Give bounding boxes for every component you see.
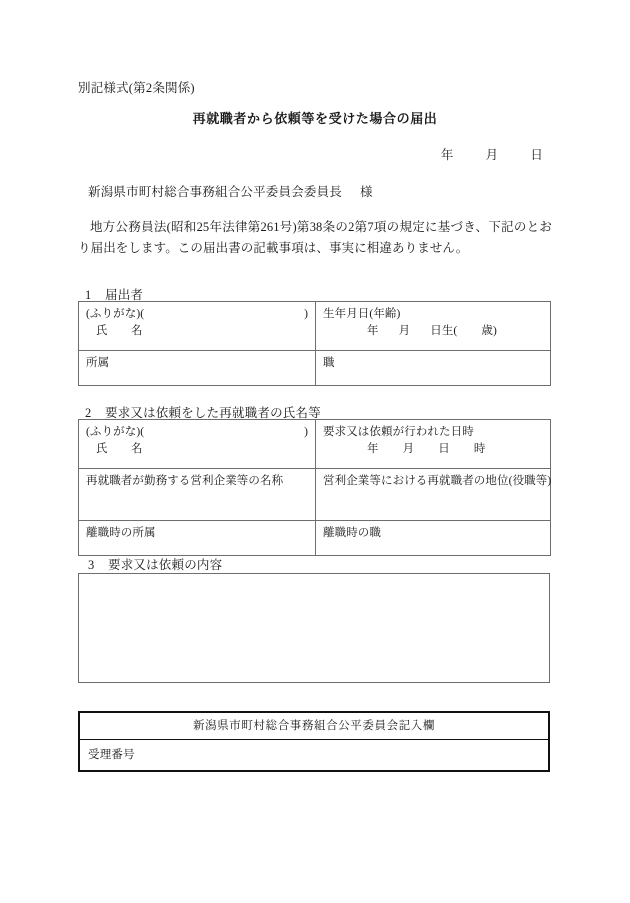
reporter-name-label: 氏 名: [96, 325, 149, 337]
table-row: [79, 712, 549, 740]
prev-post-label: 離職時の職: [323, 527, 381, 539]
official-use-table: [78, 711, 550, 772]
date-year-label: 年: [440, 148, 454, 162]
prev-post-cell[interactable]: [316, 521, 551, 556]
table-row: [79, 420, 551, 469]
request-datetime-label: 要求又は依頼が行われた日時: [323, 426, 474, 438]
request-hour-label: 時: [473, 443, 486, 455]
declaration-paragraph: 地方公務員法(昭和25年法律第261号)第38条の2第7項の規定に基づき、下記のとおり届出をします。この届出書の記載事項は、事実に相違ありません。: [78, 220, 552, 255]
reemployed-furigana-line: [86, 424, 308, 441]
section-3-label: 要求又は依頼の内容: [108, 558, 223, 572]
request-datetime-cell[interactable]: [316, 420, 551, 469]
reporter-post-label: 職: [323, 357, 335, 369]
official-use-header: 新潟県市町村総合事務組合公平委員会記入欄: [79, 712, 549, 740]
reporter-name-cell[interactable]: [79, 302, 316, 351]
reporter-birth-cell[interactable]: [316, 302, 551, 351]
reemployed-furigana-close: ): [304, 426, 308, 438]
section-2-label: 要求又は依頼をした再就職者の氏名等: [105, 406, 321, 420]
reporter-furigana-close: ): [304, 308, 308, 320]
table-row: [79, 521, 551, 556]
reporter-furigana-label: (ふりがな)(: [86, 308, 145, 320]
company-position-label: 営利企業等における再就職者の地位(役職等): [323, 475, 552, 487]
request-year-label: 年: [367, 443, 379, 455]
addressee-name: 新潟県市町村総合事務組合公平委員会委員長: [88, 185, 343, 199]
document-title: 再就職者から依頼等を受けた場合の届出: [192, 111, 438, 126]
reporter-post-cell[interactable]: [316, 351, 551, 386]
reemployed-name-label: 氏 名: [96, 443, 149, 455]
form-identifier: 別記様式(第2条関係): [78, 81, 195, 95]
reporter-birth-label: 生年月日(年齢): [323, 308, 401, 320]
reporter-birth-run: [323, 323, 543, 340]
request-datetime-run: [323, 441, 543, 458]
prev-affiliation-label: 離職時の所属: [86, 527, 156, 539]
birth-age-label: 歳): [481, 325, 497, 337]
section-2-number: 2: [85, 406, 92, 420]
table-row: [79, 740, 549, 772]
company-name-cell[interactable]: [79, 469, 316, 521]
table-row: [79, 302, 551, 351]
birth-day-label: 日生(: [430, 325, 458, 337]
birth-month-label: 月: [398, 325, 411, 337]
date-line: [0, 145, 552, 163]
receipt-number-cell[interactable]: [79, 740, 549, 772]
reemployed-furigana-label: (ふりがな)(: [86, 426, 145, 438]
addressee-line: [88, 182, 373, 200]
reporter-furigana-line: [86, 306, 308, 323]
section-1-table: [78, 301, 551, 386]
section-2-table: [78, 419, 551, 556]
table-row: [79, 351, 551, 386]
section-3-number: 3: [88, 558, 95, 572]
request-month-label: 月: [402, 443, 415, 455]
section-3-heading: [88, 555, 222, 573]
company-position-cell[interactable]: [316, 469, 551, 521]
birth-year-label: 年: [367, 325, 379, 337]
date-month-label: 月: [485, 148, 499, 162]
section-1-label: 届出者: [105, 288, 144, 302]
request-content-value: [79, 574, 549, 586]
section-1-number: 1: [85, 288, 92, 302]
reporter-affiliation-cell[interactable]: [79, 351, 316, 386]
prev-affiliation-cell[interactable]: [79, 521, 316, 556]
addressee-honorific: 様: [360, 185, 373, 199]
company-name-label: 再就職者が勤務する営利企業等の名称: [86, 475, 284, 487]
reporter-affiliation-label: 所属: [86, 357, 110, 369]
request-day-label: 日: [438, 443, 450, 455]
table-row: [79, 469, 551, 521]
reemployed-name-cell[interactable]: [79, 420, 316, 469]
request-content-box[interactable]: [78, 573, 550, 683]
receipt-number-label: 受理番号: [88, 748, 135, 761]
date-day-label: 日: [530, 148, 543, 162]
